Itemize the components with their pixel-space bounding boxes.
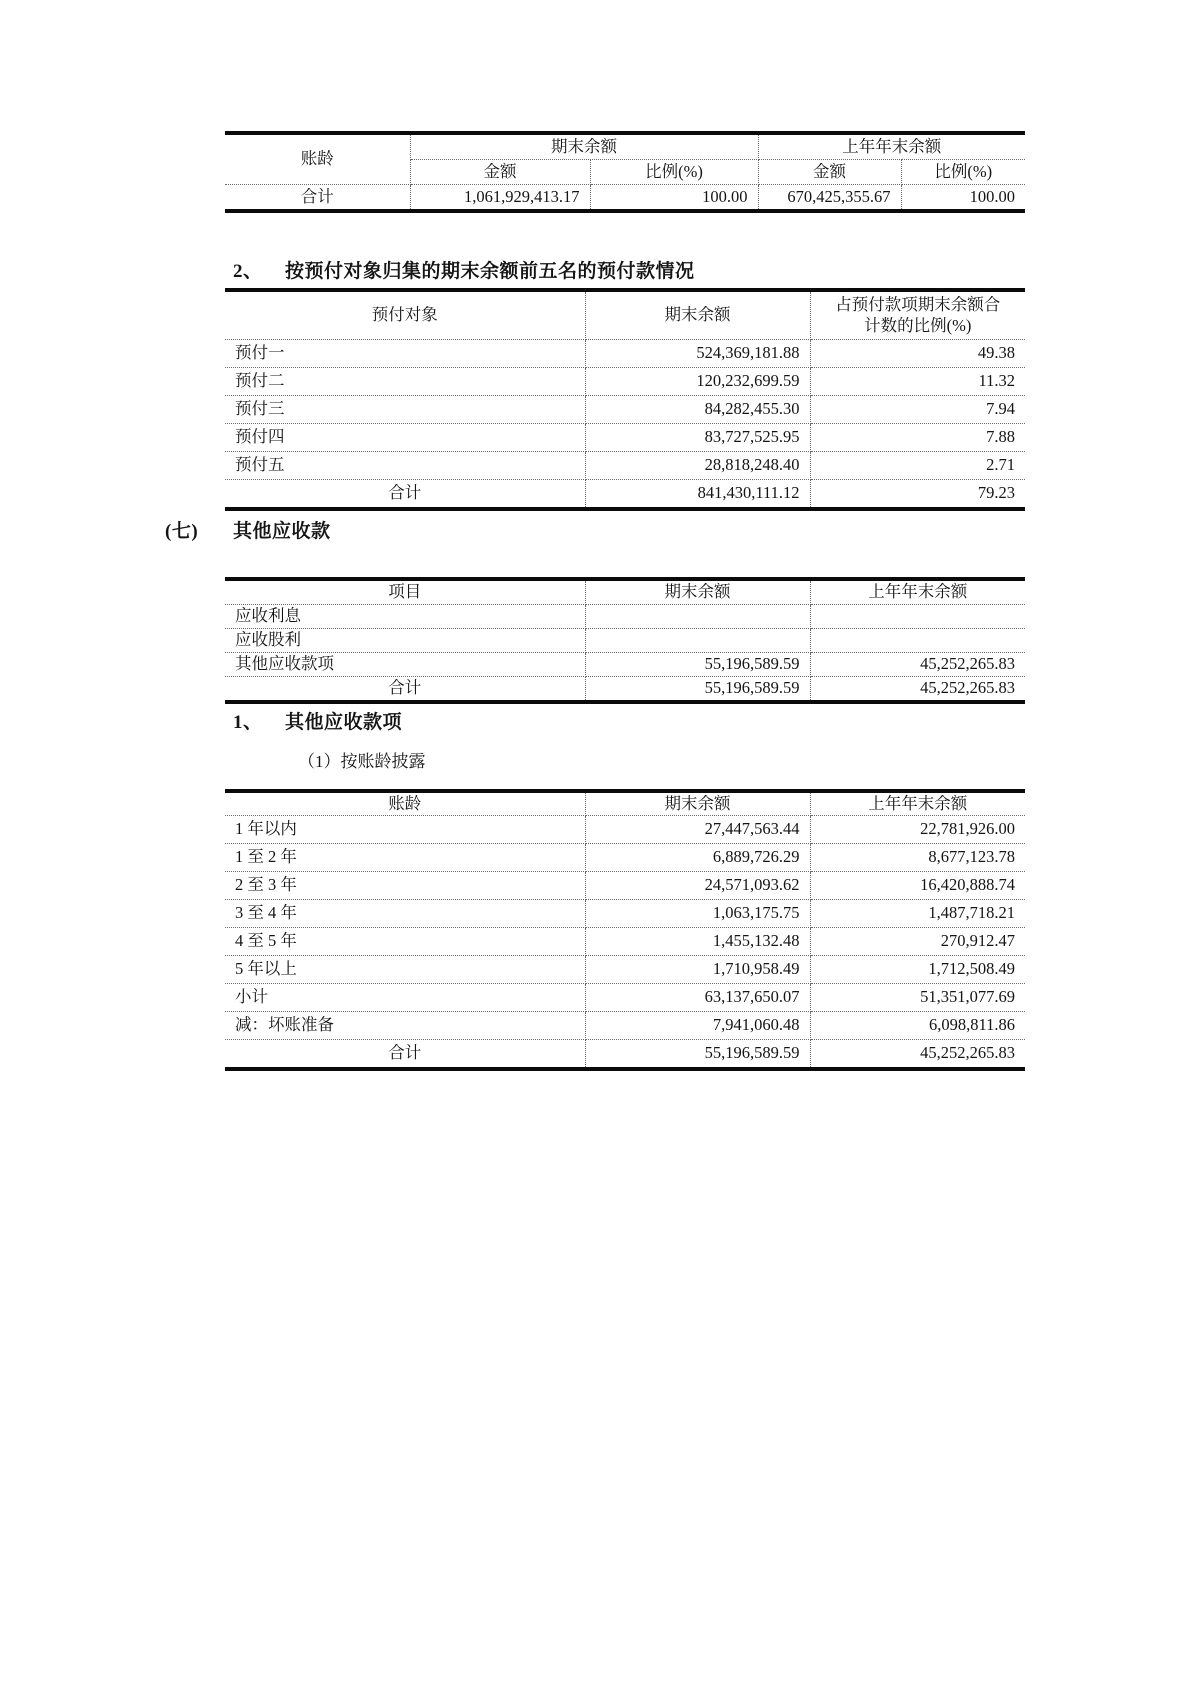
table-total-row <box>225 185 1025 212</box>
amount-cell: 83,727,525.95 <box>585 423 810 451</box>
section-number: (七) <box>165 521 199 542</box>
ratio-cell: 2.71 <box>810 451 1025 479</box>
subsection-heading-other-receivable-items <box>233 707 402 734</box>
table-row <box>225 367 1025 395</box>
row-label-cell: 减：坏账准备 <box>225 1012 585 1040</box>
col-header-aging: 账龄 <box>225 791 585 816</box>
table-row <box>225 984 1025 1012</box>
table-row <box>225 395 1025 423</box>
amount-cell: 6,098,811.86 <box>810 1012 1025 1040</box>
ratio-cell: 11.32 <box>810 367 1025 395</box>
table-total-row <box>225 677 1025 703</box>
col-header-ending-balance: 期末余额 <box>585 579 810 605</box>
section-number: 2、 <box>233 261 263 282</box>
table-row <box>225 844 1025 872</box>
amount-cell: 45,252,265.83 <box>810 677 1025 703</box>
row-label-cell: 1 年以内 <box>225 816 585 844</box>
table-total-row <box>225 1040 1025 1070</box>
row-label-cell: 3 至 4 年 <box>225 900 585 928</box>
row-label-cell: 合计 <box>225 1040 585 1070</box>
section-number: 1、 <box>233 712 263 733</box>
amount-cell: 55,196,589.59 <box>585 653 810 677</box>
aging-detail-table <box>225 789 1025 1071</box>
table-header-row <box>225 579 1025 605</box>
table-header-row <box>225 290 1025 339</box>
row-label-cell: 5 年以上 <box>225 956 585 984</box>
table-total-row <box>225 479 1025 509</box>
row-label-cell: 小计 <box>225 984 585 1012</box>
section-title: 按预付对象归集的期末余额前五名的预付款情况 <box>285 261 695 282</box>
row-label-cell: 预付二 <box>225 367 585 395</box>
amount-cell: 27,447,563.44 <box>585 816 810 844</box>
col-header-amount: 金额 <box>410 160 590 185</box>
col-header-ratio: 占预付款项期末余额合 计数的比例(%) <box>810 290 1025 339</box>
aging-disclosure-label: （1）按账龄披露 <box>298 752 426 771</box>
top5-prepayments-table <box>225 288 1025 511</box>
amount-cell: 63,137,650.07 <box>585 984 810 1012</box>
amount-cell: 45,252,265.83 <box>810 1040 1025 1070</box>
amount-cell: 670,425,355.67 <box>758 185 901 212</box>
table-row <box>225 423 1025 451</box>
amount-cell: 1,061,929,413.17 <box>410 185 590 212</box>
col-header-aging: 账龄 <box>225 133 410 185</box>
amount-cell: 120,232,699.59 <box>585 367 810 395</box>
ratio-cell: 100.00 <box>590 185 758 212</box>
amount-cell: 55,196,589.59 <box>585 677 810 703</box>
amount-cell: 1,455,132.48 <box>585 928 810 956</box>
table-header-row <box>225 133 1025 160</box>
row-label-cell: 应收股利 <box>225 629 585 653</box>
amount-cell <box>585 605 810 629</box>
row-label-cell: 1 至 2 年 <box>225 844 585 872</box>
col-header-ratio: 比例(%) <box>590 160 758 185</box>
table-row <box>225 339 1025 367</box>
ratio-cell: 7.88 <box>810 423 1025 451</box>
ratio-cell: 49.38 <box>810 339 1025 367</box>
amount-cell: 1,710,958.49 <box>585 956 810 984</box>
amount-cell: 24,571,093.62 <box>585 872 810 900</box>
amount-cell: 1,487,718.21 <box>810 900 1025 928</box>
row-label-cell: 预付三 <box>225 395 585 423</box>
table-row <box>225 451 1025 479</box>
amount-cell: 55,196,589.59 <box>585 1040 810 1070</box>
section-title: 其他应收款 <box>233 521 331 542</box>
col-header-prior-year-balance: 上年年末余额 <box>810 579 1025 605</box>
other-receivables-table <box>225 577 1025 704</box>
amount-cell: 6,889,726.29 <box>585 844 810 872</box>
ratio-cell: 100.00 <box>901 185 1025 212</box>
aging-summary-table <box>225 131 1025 213</box>
ratio-cell: 79.23 <box>810 479 1025 509</box>
amount-cell <box>585 629 810 653</box>
amount-cell: 270,912.47 <box>810 928 1025 956</box>
amount-cell <box>810 605 1025 629</box>
amount-cell: 28,818,248.40 <box>585 451 810 479</box>
amount-cell: 16,420,888.74 <box>810 872 1025 900</box>
section-heading-other-receivables <box>165 516 331 543</box>
col-header-item: 项目 <box>225 579 585 605</box>
table-row <box>225 629 1025 653</box>
amount-cell: 22,781,926.00 <box>810 816 1025 844</box>
amount-cell: 7,941,060.48 <box>585 1012 810 1040</box>
row-label-cell: 预付四 <box>225 423 585 451</box>
table-row <box>225 928 1025 956</box>
col-header-prior-year-balance: 上年年末余额 <box>810 791 1025 816</box>
col-group-ending-balance: 期末余额 <box>410 133 758 160</box>
table-row <box>225 816 1025 844</box>
amount-cell: 1,063,175.75 <box>585 900 810 928</box>
table-row <box>225 956 1025 984</box>
table-row <box>225 605 1025 629</box>
row-label-cell: 合计 <box>225 479 585 509</box>
amount-cell: 45,252,265.83 <box>810 653 1025 677</box>
row-label-cell: 4 至 5 年 <box>225 928 585 956</box>
table-row <box>225 900 1025 928</box>
section-heading-prepayments <box>233 256 695 283</box>
amount-cell: 524,369,181.88 <box>585 339 810 367</box>
row-label-cell: 预付五 <box>225 451 585 479</box>
table-row <box>225 1012 1025 1040</box>
row-label-cell: 合计 <box>225 185 410 212</box>
col-group-prior-year-balance: 上年年末余额 <box>758 133 1025 160</box>
amount-cell: 1,712,508.49 <box>810 956 1025 984</box>
section-title: 其他应收款项 <box>285 712 403 733</box>
ratio-cell: 7.94 <box>810 395 1025 423</box>
table-header-row <box>225 791 1025 816</box>
row-label-cell: 其他应收款项 <box>225 653 585 677</box>
row-label-cell: 合计 <box>225 677 585 703</box>
amount-cell <box>810 629 1025 653</box>
amount-cell: 841,430,111.12 <box>585 479 810 509</box>
amount-cell: 8,677,123.78 <box>810 844 1025 872</box>
row-label-cell: 2 至 3 年 <box>225 872 585 900</box>
row-label-cell: 应收利息 <box>225 605 585 629</box>
table-row <box>225 872 1025 900</box>
col-header-ratio: 比例(%) <box>901 160 1025 185</box>
col-header-amount: 金额 <box>758 160 901 185</box>
row-label-cell: 预付一 <box>225 339 585 367</box>
col-header-ending-balance: 期末余额 <box>585 290 810 339</box>
amount-cell: 84,282,455.30 <box>585 395 810 423</box>
col-header-ending-balance: 期末余额 <box>585 791 810 816</box>
col-header-prepay-object: 预付对象 <box>225 290 585 339</box>
amount-cell: 51,351,077.69 <box>810 984 1025 1012</box>
table-row <box>225 653 1025 677</box>
